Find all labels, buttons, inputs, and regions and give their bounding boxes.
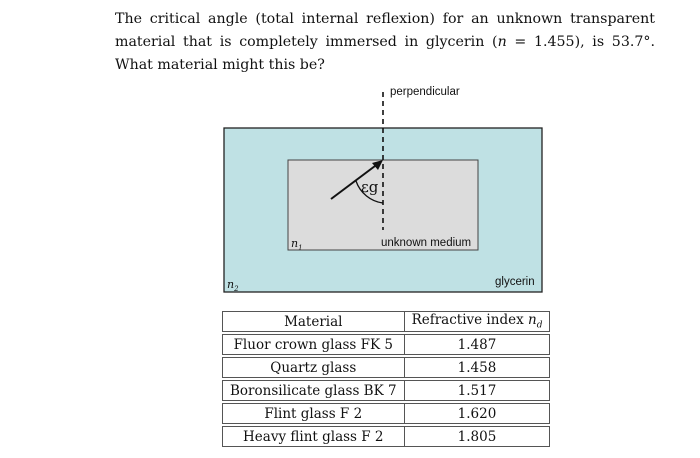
header-index-sub: d	[536, 320, 543, 331]
table-row	[222, 334, 550, 355]
inner-index-sub: 1	[298, 244, 303, 253]
materials-table	[222, 309, 550, 449]
angle-subscript: g	[368, 178, 379, 196]
index-cell: 1.620	[405, 403, 551, 424]
table-row	[222, 403, 550, 424]
angle-symbol: ε	[361, 178, 369, 196]
table-header-row	[222, 311, 550, 332]
table-row	[222, 380, 550, 401]
unknown-medium-label: unknown medium	[381, 237, 472, 249]
material-cell: Quartz glass	[222, 357, 405, 378]
material-cell: Fluor crown glass FK 5	[222, 334, 405, 355]
header-material: Material	[222, 311, 405, 332]
angle-label	[361, 178, 378, 196]
outer-index-symbol: n	[227, 278, 235, 291]
inner-index-label	[291, 237, 303, 252]
index-cell: 1.487	[405, 334, 551, 355]
header-index-text: Refractive index	[411, 312, 528, 329]
outer-index-label	[227, 278, 239, 293]
inner-index-symbol: n	[291, 237, 299, 250]
table-row	[222, 426, 550, 447]
perpendicular-label: perpendicular	[390, 86, 460, 98]
question-part1: The critical angle (total internal reflexion) for an unknown transparent material that is completely immersed in glycerin (	[115, 11, 655, 50]
index-cell: 1.458	[405, 357, 551, 378]
glycerin-label: glycerin	[495, 276, 535, 288]
header-refractive-index	[405, 311, 551, 332]
index-cell: 1.805	[405, 426, 551, 447]
question-part2: = 1.455), is 53.7°. What material might this be?	[115, 34, 655, 73]
header-index-symbol: n	[527, 312, 537, 329]
table-row	[222, 357, 550, 378]
index-cell: 1.517	[405, 380, 551, 401]
question-n-symbol: n	[497, 34, 507, 50]
material-cell: Boronsilicate glass BK 7	[222, 380, 405, 401]
material-cell: Heavy flint glass F 2	[222, 426, 405, 447]
outer-index-sub: 2	[234, 285, 239, 294]
material-cell: Flint glass F 2	[222, 403, 405, 424]
